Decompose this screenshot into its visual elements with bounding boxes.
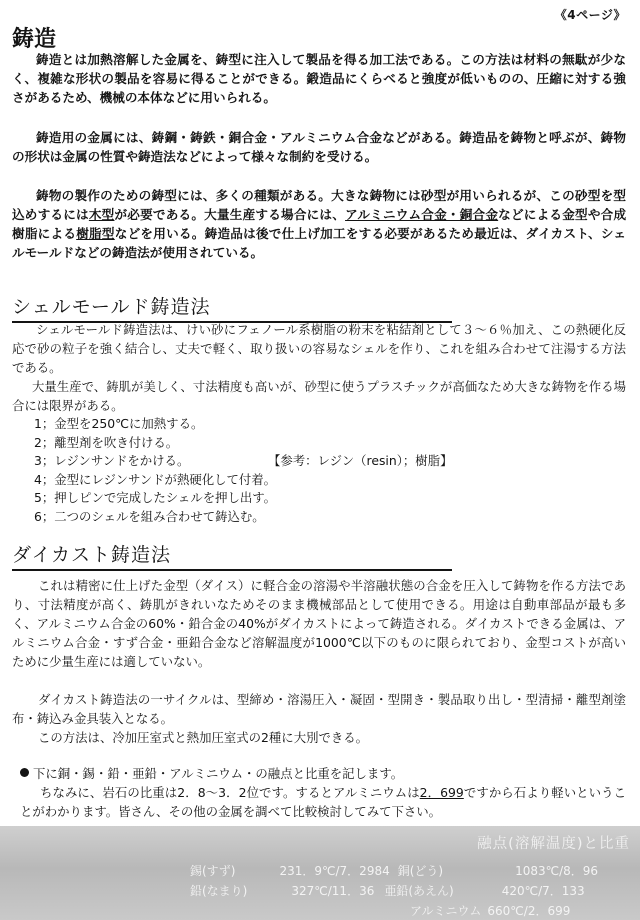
diecast-paragraph-3: この方法は、冷加圧室式と熱加圧室式の2種に大別できる。	[38, 730, 369, 745]
metal-value: 231．9℃/7．2984	[279, 864, 390, 878]
metal-name: 亜鉛(あえん)	[384, 884, 454, 898]
page-number: 《4ページ》	[554, 8, 626, 22]
underlined-value: 2．699	[419, 785, 464, 800]
text-run: ですから石より軽いということがわかります。皆さん、その他の金属を調べて比較検討してみて下さい。	[20, 785, 627, 819]
intro-paragraph-1: 鋳造とは加熱溶解した金属を、鋳型に注入して製品を得る加工法である。この方法は材料の無駄が少なく、複雑な形状の製品を容易に得ることができる。鍛造品にくらべると強度が低いものの、圧縮に対する強さがあるため、機械の本体などに用いられる。	[12, 52, 626, 105]
metal-value: 1083℃/8．96	[515, 864, 599, 878]
note-paragraph	[20, 783, 626, 821]
die-cast-heading: ダイカスト鋳造法	[12, 540, 452, 571]
metal-name: 錫(すず)	[190, 864, 236, 878]
list-item: 4；金型にレジンサンドが熱硬化して付着。	[34, 471, 277, 487]
underlined-term: アルミニウム合金・銅合金	[345, 207, 499, 222]
text-run: などを用いる。鋳造品は後で仕上げ加工をする必要があるため最近は、ダイカスト、シェルモールドなどの鋳造法が使用されている。	[12, 226, 627, 260]
diecast-paragraph-1: これは精密に仕上げた金型（ダイス）に軽合金の溶湯や半溶融状態の合金を圧入して鋳物を作る方法であり、寸法精度が高く、鋳肌がきれいなためそのまま機械部品として使用できる。用途は自動車部品が最も多く、アルミニウム合金の60%・鉛合金の40%がダイカストによって鋳造される。ダイカストできる金属は、アルミニウム合金・すず合金・亜鉛合金など溶解温度が1000℃以下のものに限られており、金型コストが高いために少量生産には適していない。	[12, 578, 626, 669]
table-title: 融点(溶解温度)と比重	[477, 836, 630, 852]
table-row	[190, 882, 585, 899]
metal-value: 327℃/11．36	[291, 884, 375, 898]
metal-name: 鉛(なまり)	[190, 884, 248, 898]
shell-paragraph-2: 大量生産で、鋳肌が美しく、寸法精度も高いが、砂型に使うプラスチックが高価なため大きな鋳物を作る場合には限界がある。	[12, 379, 626, 413]
page-title: 鋳造	[12, 27, 57, 52]
shell-paragraph-1: シェルモールド鋳造法は、けい砂にフェノール系樹脂の粉末を粘結剤として３～６％加え、この熱硬化反応で砂の粒子を強く結合し、丈夫で軽く、取り扱いの容易なシェルを作り、これを組み合わせて注湯する方法である。	[12, 322, 626, 375]
metal-value: 660℃/2．699	[487, 904, 571, 918]
text-run: ちなみに、岩石の比重は2．8～3．2位です。するとアルミニウムは	[40, 785, 420, 800]
metal-name: 銅(どう)	[397, 864, 444, 878]
intro-paragraph-3	[12, 186, 626, 262]
bullet-note	[20, 764, 630, 783]
table-row	[410, 902, 570, 919]
underlined-term: 樹脂型	[76, 226, 115, 241]
text-run: が必要である。大量生産する場合には、	[114, 207, 346, 222]
list-item: 1；金型を250℃に加熱する。	[34, 416, 204, 431]
metal-value: 420℃/7．133	[501, 884, 585, 898]
intro-paragraph-2: 鋳造用の金属には、鋳鋼・鋳鉄・銅合金・アルミニウム合金などがある。鋳造品を鋳物と呼ぶが、鋳物の形状は金属の性質や鋳造法などによって様々な制約を受ける。	[12, 130, 626, 164]
text-run: などによる金型や合成樹脂による	[12, 207, 627, 241]
reference-note: 【参考：レジン（resin）；樹脂】	[268, 453, 453, 468]
shell-mold-heading: シェルモールド鋳造法	[12, 292, 452, 323]
metal-name: アルミニウム	[410, 904, 482, 918]
list-item: 2；離型剤を吹き付ける。	[34, 434, 179, 450]
diecast-paragraph-2: ダイカスト鋳造法の一サイクルは、型締め・溶湯圧入・凝固・型開き・製品取り出し・型清掃・離型剤塗布・鋳込み金具装入となる。	[12, 692, 626, 726]
shell-steps-list	[34, 415, 276, 526]
bullet-icon	[20, 768, 29, 777]
list-item: 3；レジンサンドをかける。	[34, 453, 190, 468]
list-item: 5；押しピンで完成したシェルを押し出す。	[34, 490, 277, 505]
melting-point-table	[0, 826, 640, 920]
list-item: 6；二つのシェルを組み合わせて鋳込む。	[34, 508, 265, 524]
table-row	[190, 862, 598, 879]
text-run: 鋳物の製作のための鋳型には、多くの種類がある。大きな鋳物には砂型が用いられるが、この砂型を型込めするには	[12, 188, 626, 222]
bullet-text: 下に銅・錫・鉛・亜鉛・アルミニウム・の融点と比重を記します。	[33, 766, 404, 781]
underlined-term: 木型	[88, 207, 115, 222]
